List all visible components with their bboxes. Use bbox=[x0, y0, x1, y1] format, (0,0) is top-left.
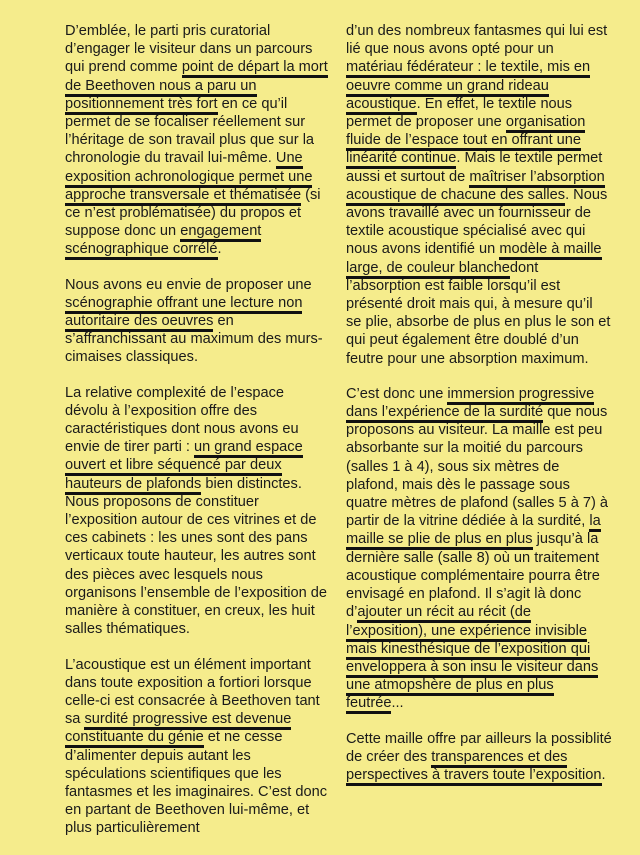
underlined-phrase: un grand espace ouvert et libre séquencé par deux hauteurs de plafonds bbox=[65, 439, 303, 494]
left-column bbox=[65, 22, 331, 855]
paragraph-p1 bbox=[65, 22, 331, 259]
underlined-phrase: modèle à maille large, de couleur blanche bbox=[346, 241, 602, 278]
text-run: . Nous avons travaillé avec un fournisseur de textile acoustique spécialisé avec qui nous avons identifié un bbox=[346, 186, 608, 258]
text-run: en ce qu’il permet de se focaliser réellement sur l’héritage de son travail plus que sur la chronologie du travail lui-même. bbox=[65, 95, 315, 167]
text-run: Cette maille offre par ailleurs la possiblité de créer des bbox=[346, 730, 612, 765]
text-run: . bbox=[601, 766, 606, 783]
underlined-phrase: immersion progressive dans l’expérience de la surdité bbox=[346, 386, 594, 423]
paragraph-p5 bbox=[346, 22, 612, 368]
text-run: (si ce n’est problématisée) du propos et suppose donc un bbox=[65, 186, 321, 240]
underlined-phrase: point de départ la mort de Beethoven nous a paru un positionnement très fort bbox=[65, 59, 328, 114]
text-run: d’un des nombreux fantasmes qui lui est lié que nous avons opté pour un bbox=[346, 23, 608, 58]
underlined-phrase: surdité progressive est devenue constituante du génie bbox=[65, 711, 291, 748]
text-run: et ne cesse d’alimenter depuis autant les spéculations scientifiques que les fantasmes et les imaginaires. C’est donc en partant de Beethoven lui-même, et plus particulièrement bbox=[65, 729, 327, 837]
underlined-phrase: Une exposition achronologique permet une approche transversale et thématisée bbox=[65, 150, 312, 205]
paragraph-p7 bbox=[346, 730, 612, 785]
underlined-phrase: ajouter un récit au récit (de l’exposition), une expérience invisible mais kinesthésique de l’exposition qui enveloppera à son insu le visiteur dans une atmopshère de plus en plus feutrée bbox=[346, 604, 598, 714]
underlined-phrase: scénographie offrant une lecture non autoritaire des oeuvres bbox=[65, 295, 302, 332]
text-run: L’acoustique est un élément important dans toute exposition a fortiori lorsque celle-ci est consacrée à Beethoven tant sa bbox=[65, 656, 320, 728]
text-run: que nous proposons au visiteur. La maille est peu absorbante sur la moitié du parcours (salles 1 à 4), sous six mètres de plafond, mais dès le passage sous quatre mètres de plafond (salles 5 à 7) à partir de la vitrine dédiée à la surdité, bbox=[346, 404, 609, 530]
underlined-phrase: matériau fédérateur : le textile, mis en oeuvre comme un grand rideau acoustique bbox=[346, 59, 590, 114]
text-run: La relative complexité de l’espace dévolu à l’exposition offre des caractéristiques dont nous avons eu envie de tirer parti : bbox=[65, 384, 299, 456]
underlined-phrase: transparences et des perspectives à travers toute l’exposition bbox=[346, 749, 602, 786]
text-run: . En effet, le textile nous permet de proposer une bbox=[346, 95, 573, 131]
text-run: en s’affranchissant au maximum des murs-cimaises classiques. bbox=[65, 313, 323, 366]
underlined-phrase: maîtriser l’absorption acoustique de chacune des salles bbox=[346, 169, 605, 206]
underlined-phrase: engagement scénographique corrélé bbox=[65, 223, 261, 260]
text-run: C’est donc une bbox=[346, 385, 448, 402]
paragraph-p6 bbox=[346, 385, 612, 713]
text-run: bien distinctes. Nous proposons de constituer l’exposition autour de ces vitrines et de ces cabinets : les unes sont des pans verticaux toute hauteur, les autres sont des pièces avec lesquels nous organisons l’ensemble de l’exposition de manière à constituer, en creux, les huit salles thématiques. bbox=[65, 475, 328, 638]
text-run: D’emblée, le parti pris curatorial d’engager le visiteur dans un parcours qui prend comme bbox=[65, 23, 313, 76]
paragraph-p2 bbox=[65, 276, 331, 367]
underlined-phrase: la maille se plie de plus en plus bbox=[346, 513, 601, 550]
text-run: . Mais le textile permet aussi et surtout de bbox=[346, 150, 603, 185]
paragraph-p4 bbox=[65, 656, 331, 838]
text-run: dont l’absorption est faible lorsqu’il est présenté droit mais qui, à mesure qu’il se plie, absorbe de plus en plus le son et qui peut également être doublé d’un feutre pour une absorption maximum. bbox=[346, 259, 611, 367]
paragraph-p3 bbox=[65, 384, 331, 639]
text-run: . bbox=[217, 241, 222, 258]
text-run: jusqu’à la dernière salle (salle 8) où un traitement acoustique complémentaire pourra être envisagé en plafond. Il s’agit là donc d’ bbox=[346, 531, 600, 621]
text-run: Nous avons eu envie de proposer une bbox=[65, 276, 312, 293]
text-run: ... bbox=[391, 695, 404, 712]
right-column bbox=[346, 22, 612, 801]
underlined-phrase: organisation fluide de l’espace tout en offrant une linéarité continue bbox=[346, 114, 585, 169]
